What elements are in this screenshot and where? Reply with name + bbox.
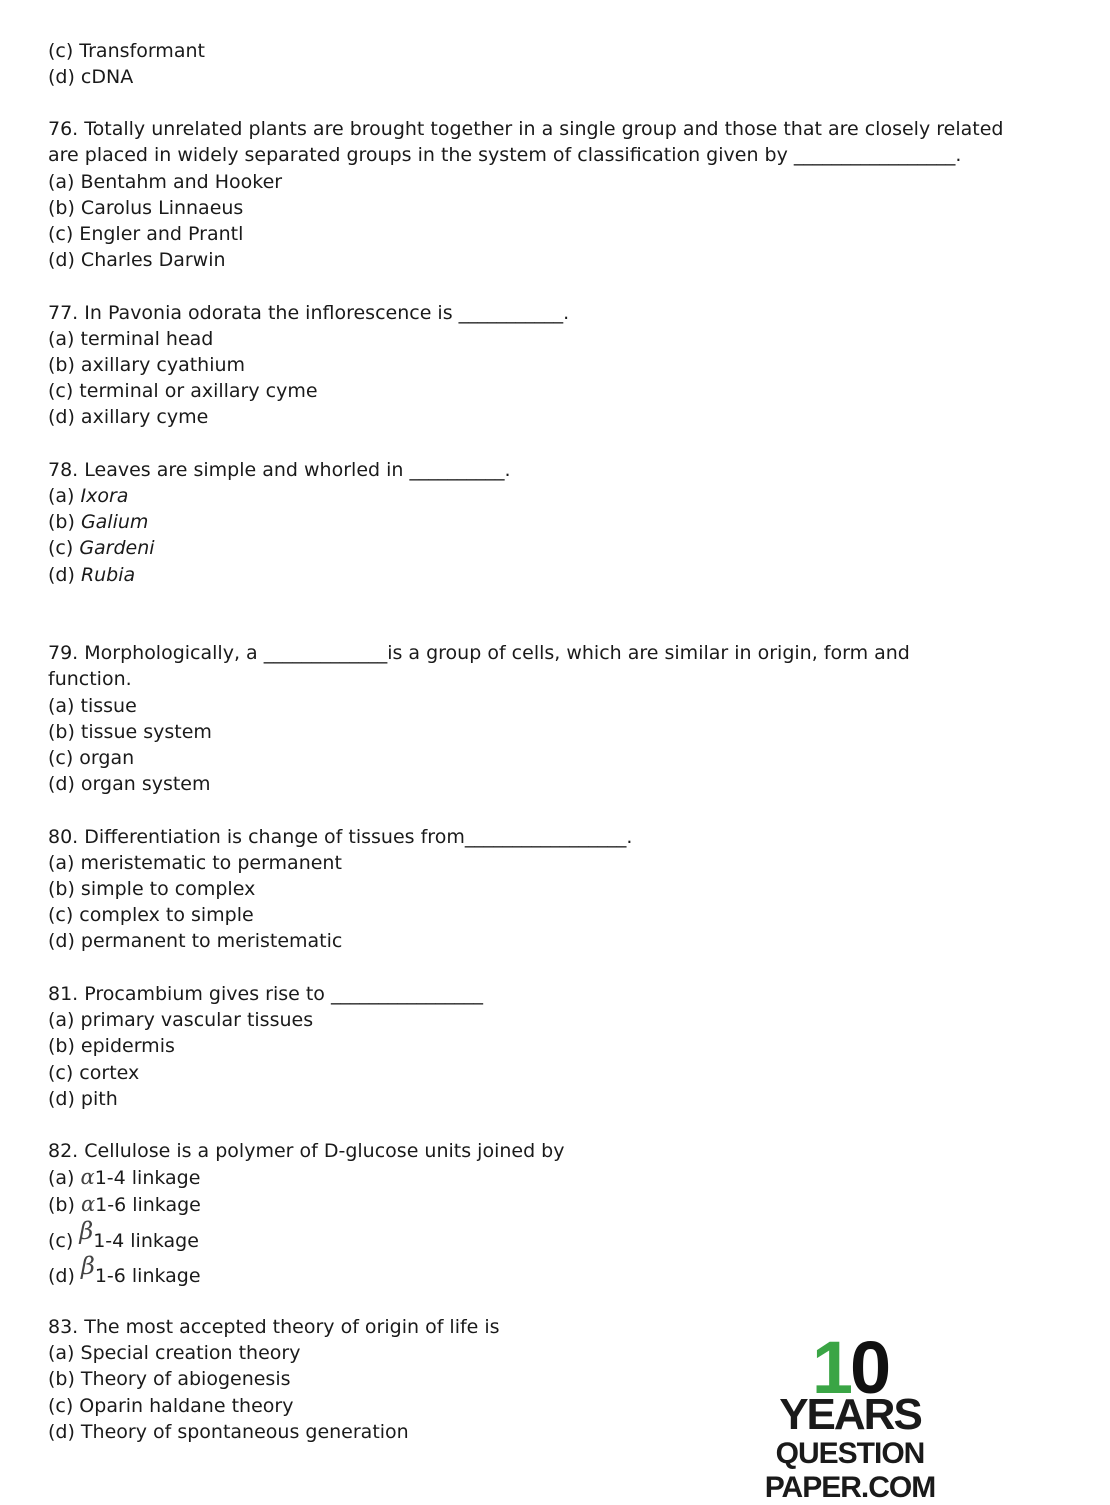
question-80-option-a: (a) meristematic to permanent (48, 852, 342, 874)
option-label: (c) (48, 537, 80, 559)
question-78-text: 78. Leaves are simple and whorled in __________. (48, 459, 511, 481)
question-83-option-b: (b) Theory of abiogenesis (48, 1368, 291, 1390)
question-82-option-d (48, 1252, 201, 1287)
option-text: Galium (80, 511, 149, 533)
question-80-text: 80. Differentiation is change of tissues from_________________. (48, 826, 633, 848)
question-83-option-c: (c) Oparin haldane theory (48, 1395, 294, 1417)
beta-symbol: β (79, 1217, 94, 1245)
question-77-text: 77. In Pavonia odorata the inflorescence is ___________. (48, 302, 570, 324)
question-78-option-d (48, 562, 135, 588)
question-81-option-a: (a) primary vascular tissues (48, 1009, 314, 1031)
option-text: 1-6 linkage (94, 1265, 201, 1287)
question-82-option-c (48, 1217, 199, 1252)
question-81-option-c: (c) cortex (48, 1062, 140, 1084)
question-76-option-c: (c) Engler and Prantl (48, 223, 244, 245)
question-77-option-a: (a) terminal head (48, 328, 214, 350)
question-79-option-d: (d) organ system (48, 773, 211, 795)
question-81-option-d: (d) pith (48, 1088, 118, 1110)
logo-site-name: QUESTION PAPER.COM (764, 1437, 936, 1504)
logo-digit-zero: 0 (850, 1326, 889, 1409)
alpha-symbol: α (80, 1192, 96, 1216)
option-line: (c) Transformant (48, 40, 205, 62)
question-76-text: are placed in widely separated groups in the system of classification given by _________________. (48, 144, 962, 166)
option-text: 1-4 linkage (94, 1167, 201, 1189)
question-79-text: 79. Morphologically, a _____________is a group of cells, which are similar in origin, form and (48, 642, 910, 664)
question-80-option-c: (c) complex to simple (48, 904, 254, 926)
question-81-text: 81. Procambium gives rise to ________________ (48, 983, 483, 1005)
question-76-text: 76. Totally unrelated plants are brought together in a single group and those that are closely related (48, 118, 1004, 140)
question-82-text: 82. Cellulose is a polymer of D-glucose units joined by (48, 1140, 565, 1162)
option-label: (a) (48, 1167, 81, 1189)
question-76-option-d: (d) Charles Darwin (48, 249, 226, 271)
question-79-text: function. (48, 668, 132, 690)
question-80-option-d: (d) permanent to meristematic (48, 930, 343, 952)
option-text: 1-4 linkage (93, 1230, 199, 1252)
option-text: Ixora (80, 485, 129, 507)
option-text: Rubia (80, 564, 136, 586)
question-77-option-c: (c) terminal or axillary cyme (48, 380, 318, 402)
option-label: (a) (48, 485, 81, 507)
question-76-option-a: (a) Bentahm and Hooker (48, 171, 283, 193)
question-83-option-a: (a) Special creation theory (48, 1342, 301, 1364)
option-label: (b) (48, 1194, 81, 1216)
option-line: (d) cDNA (48, 66, 134, 88)
option-label: (d) (48, 564, 81, 586)
logo-years: YEARS (779, 1390, 921, 1439)
question-82-option-a (48, 1164, 200, 1190)
question-76-option-b: (b) Carolus Linnaeus (48, 197, 244, 219)
question-81-option-b: (b) epidermis (48, 1035, 175, 1057)
question-79-option-c: (c) organ (48, 747, 135, 769)
question-78-option-a (48, 483, 128, 509)
question-77-option-b: (b) axillary cyathium (48, 354, 246, 376)
question-78-option-c (48, 535, 155, 561)
logo-digit-one: 1 (811, 1326, 850, 1409)
question-77-option-d: (d) axillary cyme (48, 406, 209, 428)
question-79-option-b: (b) tissue system (48, 721, 212, 743)
option-text: Gardeni (79, 537, 155, 559)
question-80-option-b: (b) simple to complex (48, 878, 256, 900)
option-text: 1-6 linkage (95, 1194, 201, 1216)
question-82-option-b (48, 1191, 201, 1217)
question-83-option-d: (d) Theory of spontaneous generation (48, 1421, 409, 1443)
question-79-option-a: (a) tissue (48, 695, 137, 717)
alpha-symbol: α (80, 1165, 95, 1189)
site-logo (700, 1326, 1000, 1504)
question-78-option-b (48, 509, 148, 535)
option-label: (d) (48, 1265, 81, 1287)
beta-symbol: β (80, 1252, 95, 1280)
question-83-text: 83. The most accepted theory of origin of life is (48, 1316, 500, 1338)
option-label: (b) (48, 511, 81, 533)
option-label: (c) (48, 1230, 80, 1252)
